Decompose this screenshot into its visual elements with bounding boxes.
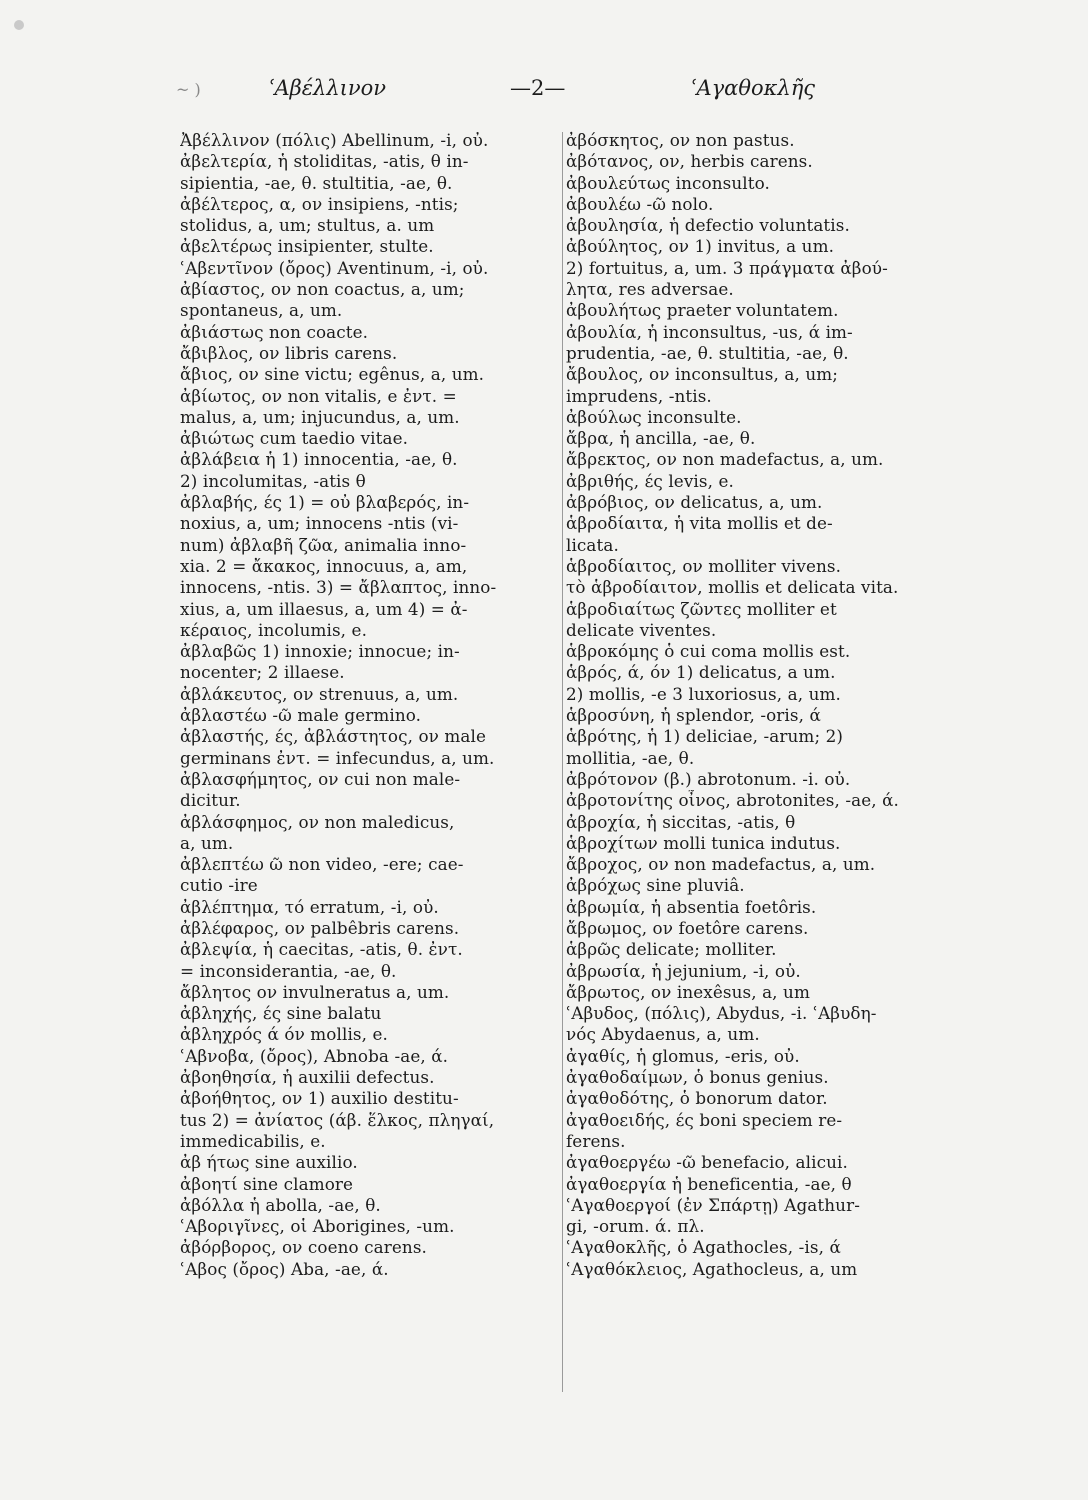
dictionary-line: ἀβλάσφημος, ον non maledicus, (180, 811, 455, 832)
dictionary-line: ʿΑβνοβα, (ὄρος), Abnoba -ae, ά. (180, 1045, 449, 1066)
dictionary-line: ἀβρόχως sine pluviâ. (566, 875, 745, 896)
dictionary-line: ἄβρεκτος, ον non madefactus, a, um. (566, 449, 884, 470)
dictionary-line: tus 2) = ἀνίατος (άβ. ἕλκος, πληγαί, (180, 1109, 495, 1130)
dictionary-line: ἀβίωτος, ον non vitalis, e ἐντ. = (180, 385, 457, 406)
dictionary-line: ἀβλαβής, ές 1) = οὐ βλαβερός, in- (180, 492, 470, 513)
dictionary-line: λητα, res adversae. (566, 279, 734, 300)
dictionary-line: ἀγαθοδαίμων, ὁ bonus genius. (566, 1067, 829, 1088)
dictionary-line: ἄβιβλος, ον libris carens. (180, 342, 398, 363)
dictionary-line: ἀγαθοεργία ἡ beneficentia, -ae, θ (566, 1173, 852, 1194)
dictionary-line: ἀβιώτως cum taedio vitae. (180, 428, 409, 449)
dictionary-line: ἄβλητος ον invulneratus a, um. (180, 981, 450, 1002)
dictionary-line: ἄβουλος, ον inconsultus, a, um; (566, 364, 839, 385)
dictionary-line: ἀγαθοεργέω -ῶ benefacio, alicui. (566, 1152, 848, 1173)
dictionary-line: ʿΑβος (ὄρος) Aba, -ae, ά. (180, 1258, 389, 1279)
dictionary-line: ἀβλασφήμητος, ον cui non male- (180, 768, 461, 789)
dictionary-line: νός Abydaenus, a, um. (566, 1024, 760, 1045)
dictionary-line: ἁβροδίαιτα, ἡ vita mollis et de- (566, 513, 833, 534)
column-divider (562, 132, 563, 1392)
dictionary-line: ἀβοηθησία, ἡ auxilii defectus. (180, 1067, 435, 1088)
dictionary-line: ἀγαθοδότης, ὁ bonorum dator. (566, 1088, 828, 1109)
dictionary-line: innocens, -ntis. 3) = ἄβλαπτος, inno- (180, 577, 497, 598)
dictionary-line: ἀβλάβεια ἡ 1) innocentia, -ae, θ. (180, 449, 458, 470)
dictionary-line: ʿΑγαθοκλῆς, ὁ Agathocles, -is, ά (566, 1237, 841, 1258)
dictionary-line: ἀβροχία, ἡ siccitas, -atis, θ (566, 811, 796, 832)
dictionary-line: ἀβουλησία, ἡ defectio voluntatis. (566, 215, 850, 236)
dictionary-line: xia. 2 = ἄκακος, innocuus, a, am, (180, 555, 468, 576)
dictionary-line: noxius, a, um; innocens -ntis (vi- (180, 513, 459, 534)
dictionary-line: immedicabilis, e. (180, 1130, 326, 1151)
dictionary-line: ʿΑβοριγῖνες, οἱ Aborigines, -um. (180, 1216, 455, 1237)
dictionary-line: dicitur. (180, 790, 241, 811)
dictionary-line: ἀβελτέρως insipienter, stulte. (180, 236, 434, 257)
paper-speck (14, 20, 24, 30)
dictionary-line: κέραιος, incolumis, e. (180, 619, 368, 640)
dictionary-line: 2) fortuitus, a, um. 3 πράγματα ἀβού- (566, 257, 888, 278)
dictionary-line: τὸ ἁβροδίαιτον, mollis et delicata vita. (566, 577, 899, 598)
dictionary-line: ἀβουλία, ἡ inconsultus, -us, ά im- (566, 321, 853, 342)
dictionary-line: ἀβροτονίτης οἶνος, abrotonites, -ae, ά. (566, 790, 899, 811)
dictionary-line: ἁβροχίτων molli tunica indutus. (566, 832, 841, 853)
page-number: —2— (510, 76, 566, 100)
dictionary-line: ʿΑγαθόκλειος, Agathocleus, a, um (566, 1258, 858, 1279)
dictionary-line: 2) incolumitas, -atis θ (180, 470, 366, 491)
dictionary-line: ἀβούλως inconsulte. (566, 406, 742, 427)
dictionary-line: ἁβροσύνη, ἡ splendor, -oris, ά (566, 705, 821, 726)
dictionary-line: ἁβρός, ά, όν 1) delicatus, a um. (566, 662, 836, 683)
dictionary-line: ἀγαθοειδής, ές boni speciem re- (566, 1109, 843, 1130)
dictionary-line: delicate viventes. (566, 619, 717, 640)
dictionary-line: mollitia, -ae, θ. (566, 747, 695, 768)
dictionary-line: ἀβόσκητος, ον non pastus. (566, 130, 795, 150)
dictionary-line: ἁβροδίαιτος, ον molliter vivens. (566, 555, 842, 576)
right-column (566, 130, 946, 1280)
dictionary-line: malus, a, um; injucundus, a, um. (180, 406, 460, 427)
dictionary-line: ἀβούλητος, ον 1) invitus, a um. (566, 236, 835, 257)
dictionary-line: ferens. (566, 1130, 626, 1151)
dictionary-line: ἁβρῶς delicate; molliter. (566, 939, 777, 960)
dictionary-line: ʿΑβυδος, (πόλις), Abydus, -i. ʿΑβυδη- (566, 1003, 877, 1024)
dictionary-line: ἀβέλτερος, α, ον insipiens, -ntis; (180, 193, 459, 214)
dictionary-line: 2) mollis, -e 3 luxoriosus, a, um. (566, 683, 841, 704)
dictionary-line: spontaneus, a, um. (180, 300, 343, 321)
dictionary-line: licata. (566, 534, 619, 555)
dictionary-line: ἄβιος, ον sine victu; egênus, a, um. (180, 364, 485, 385)
dictionary-line: a, um. (180, 832, 234, 853)
dictionary-line: ἀβότανος, ον, herbis carens. (566, 151, 813, 172)
dictionary-line: ἀβόλλα ἡ abolla, -ae, θ. (180, 1194, 381, 1215)
dictionary-line: ἀβριθής, ές levis, e. (566, 470, 734, 491)
left-column (180, 130, 560, 1280)
dictionary-line: ἀβελτερία, ἡ stoliditas, -atis, θ in- (180, 151, 469, 172)
dictionary-line: ἀβλεπτέω ῶ non video, -ere; cae- (180, 854, 464, 875)
dictionary-line: ἀβλαβῶς 1) innoxie; innocue; in- (180, 641, 460, 662)
dictionary-line: ἀβληχρός ά όν mollis, e. (180, 1024, 388, 1045)
dictionary-line: germinans ἐντ. = infecundus, a, um. (180, 747, 495, 768)
page-header (0, 76, 1088, 116)
dictionary-line: ἄβρα, ἡ ancilla, -ae, θ. (566, 428, 756, 449)
dictionary-line: ἀβόρβορος, ον coeno carens. (180, 1237, 427, 1258)
dictionary-line: num) ἀβλαβῆ ζῶα, animalia inno- (180, 534, 467, 555)
right-running-headword: ʿΑγαθοκλῆς (690, 76, 816, 100)
dictionary-line: ἀβλεψία, ἡ caecitas, -atis, θ. ἐντ. (180, 939, 463, 960)
dictionary-line: ἀβλαστέω -ῶ male germino. (180, 705, 422, 726)
dictionary-line: sipientia, -ae, θ. stultitia, -ae, θ. (180, 172, 453, 193)
dictionary-line: ἀγαθίς, ἡ glomus, -eris, οὐ. (566, 1045, 800, 1066)
dictionary-line: ἄβροχος, ον non madefactus, a, um. (566, 854, 876, 875)
dictionary-line: ἀβουλέω -ῶ nolo. (566, 193, 714, 214)
dictionary-line: ἀβουλήτως praeter voluntatem. (566, 300, 839, 321)
dictionary-line: nocenter; 2 illaese. (180, 662, 345, 683)
dictionary-line: ἁβροκόμης ὁ cui coma mollis est. (566, 641, 851, 662)
dictionary-line: ἁβροδιαίτως ζῶντες molliter et (566, 598, 837, 619)
dictionary-line: imprudens, -ntis. (566, 385, 712, 406)
dictionary-line: xius, a, um illaesus, a, um 4) = ἀ- (180, 598, 468, 619)
dictionary-line: ἀβοήθητος, ον 1) auxilio destitu- (180, 1088, 459, 1109)
dictionary-line: prudentia, -ae, θ. stultitia, -ae, θ. (566, 342, 849, 363)
dictionary-line: ἀβλάκευτος, ον strenuus, a, um. (180, 683, 459, 704)
dictionary-line: ἀβίαστος, ον non coactus, a, um; (180, 279, 465, 300)
dictionary-line: ἀβρόβιος, ον delicatus, a, um. (566, 492, 823, 513)
dictionary-line: ἀβλέφαρος, ον palbêbris carens. (180, 917, 460, 938)
dictionary-line: ἀβλαστής, ές, ἀβλάστητος, ον male (180, 726, 487, 747)
dictionary-line: gi, -orum. ά. πλ. (566, 1216, 705, 1237)
dictionary-line: ἄβρωμος, ον foetôre carens. (566, 917, 809, 938)
dictionary-line: ἀβρωσία, ἡ jejunium, -i, οὐ. (566, 960, 801, 981)
dictionary-line: ἀβρότονον (β.) abrotonum. -i. οὐ. (566, 768, 851, 789)
dictionary-line: stolidus, a, um; stultus, a. um (180, 215, 435, 236)
dictionary-line: ἀβληχής, ές sine balatu (180, 1003, 382, 1024)
dictionary-line: ἀβουλεύτως inconsulto. (566, 172, 770, 193)
dictionary-line: ἀβρωμία, ἡ absentia foetôris. (566, 896, 817, 917)
dictionary-line: ἀβ ήτως sine auxilio. (180, 1152, 358, 1173)
corner-mark: ~ ) (176, 80, 201, 99)
dictionary-line: cutio -ire (180, 875, 258, 896)
dictionary-line: ἀβοητί sine clamore (180, 1173, 354, 1194)
dictionary-line: ʿΑγαθοεργοί (ἐν Σπάρτῃ) Agathur- (566, 1194, 860, 1215)
dictionary-line: ἄβρωτος, ον inexêsus, a, um (566, 981, 810, 1002)
dictionary-line: ἀβλέπτημα, τό erratum, -i, οὐ. (180, 896, 439, 917)
dictionary-line: ʿΑβεντῖνον (ὄρος) Aventinum, -i, οὐ. (180, 257, 489, 278)
left-running-headword: ʿΑβέλλινον (268, 76, 387, 100)
dictionary-line: ἀβιάστως non coacte. (180, 321, 369, 342)
dictionary-line: Ἀβέλλινον (πόλις) Abellinum, -i, οὐ. (180, 130, 489, 150)
dictionary-line: ἁβρότης, ἡ 1) deliciae, -arum; 2) (566, 726, 844, 747)
dictionary-line: = inconsiderantia, -ae, θ. (180, 960, 397, 981)
